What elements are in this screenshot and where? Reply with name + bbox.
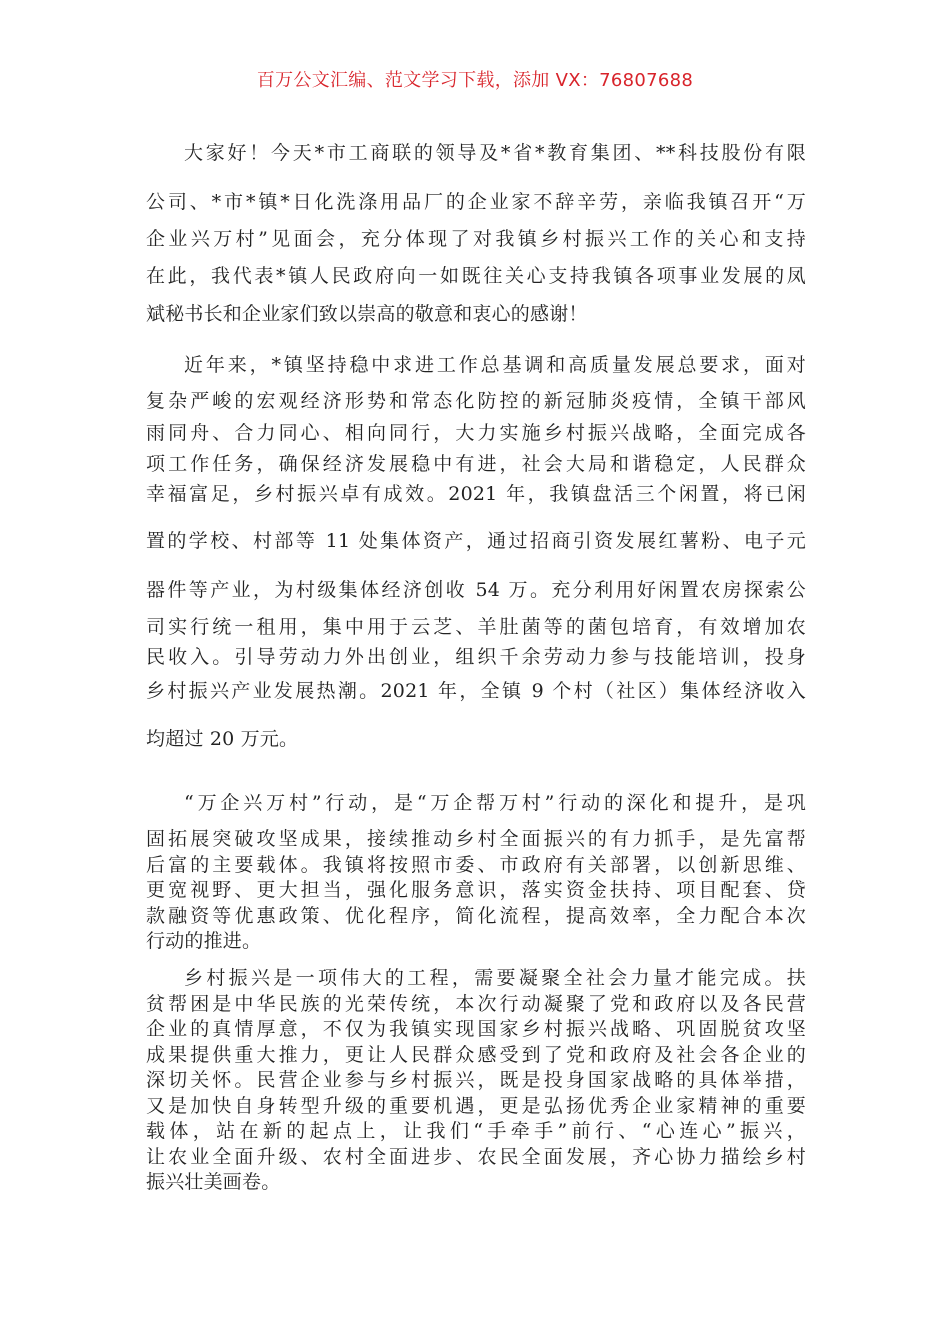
p4-line-8: 让农业全面升级、农村全面进步、农民全面发展，齐心协力描绘乡村 <box>146 1146 806 1168</box>
p2-line-2: 复杂严峻的宏观经济形势和常态化防控的新冠肺炎疫情，全镇干部风 <box>146 390 806 412</box>
p4-line-2: 贫帮困是中华民族的光荣传统，本次行动凝聚了党和政府以及各民营 <box>146 993 806 1015</box>
p2-line-7: 器件等产业，为村级集体经济创收 54 万。充分利用好闲置农房探索公 <box>146 579 806 601</box>
p2-line-11: 均超过 20 万元。 <box>146 728 299 750</box>
p1-line-2: 公司、*市*镇*日化洗涤用品厂的企业家不辞辛劳，亲临我镇召开“万 <box>146 191 806 213</box>
p4-line-7: 载体，站在新的起点上，让我们“手牵手”前行、“心连心”振兴， <box>146 1120 806 1142</box>
p1-line-1: 大家好！今天*市工商联的领导及*省*教育集团、**科技股份有限 <box>184 142 806 164</box>
p3-line-6: 行动的推进。 <box>146 930 262 952</box>
p2-line-5: 幸福富足，乡村振兴卓有成效。2021 年，我镇盘活三个闲置，将已闲 <box>146 483 806 505</box>
p2-line-1: 近年来，*镇坚持稳中求进工作总基调和高质量发展总要求，面对 <box>184 354 806 376</box>
p4-line-9: 振兴壮美画卷。 <box>146 1171 281 1193</box>
watermark-header: 百万公文汇编、范文学习下载，添加 VX：76807688 <box>256 70 694 91</box>
p4-line-1: 乡村振兴是一项伟大的工程，需要凝聚全社会力量才能完成。扶 <box>184 967 806 989</box>
p4-line-6: 又是加快自身转型升级的重要机遇，更是弘扬优秀企业家精神的重要 <box>146 1095 806 1117</box>
p3-line-4: 更宽视野、更大担当，强化服务意识，落实资金扶持、项目配套、贷 <box>146 879 806 901</box>
p2-line-8: 司实行统一租用，集中用于云芝、羊肚菌等的菌包培育，有效增加农 <box>146 616 806 638</box>
p2-line-4: 项工作任务，确保经济发展稳中有进，社会大局和谐稳定，人民群众 <box>146 453 806 475</box>
p3-line-3: 后富的主要载体。我镇将按照市委、市政府有关部署，以创新思维、 <box>146 854 806 876</box>
p1-line-5: 斌秘书长和企业家们致以崇高的敬意和衷心的感谢！ <box>146 303 588 325</box>
p3-line-2: 固拓展突破攻坚成果，接续推动乡村全面振兴的有力抓手，是先富帮 <box>146 828 806 850</box>
p3-line-1: “万企兴万村”行动，是“万企帮万村”行动的深化和提升，是巩 <box>184 792 806 814</box>
p1-line-3: 企业兴万村”见面会，充分体现了对我镇乡村振兴工作的关心和支持 <box>146 228 806 250</box>
p2-line-6: 置的学校、村部等 11 处集体资产，通过招商引资发展红薯粉、电子元 <box>146 530 806 552</box>
p2-line-3: 雨同舟、合力同心、相向同行，大力实施乡村振兴战略，全面完成各 <box>146 422 806 444</box>
p2-line-9: 民收入。引导劳动力外出创业，组织千余劳动力参与技能培训，投身 <box>146 646 806 668</box>
p4-line-3: 企业的真情厚意，不仅为我镇实现国家乡村振兴战略、巩固脱贫攻坚 <box>146 1018 806 1040</box>
p3-line-5: 款融资等优惠政策、优化程序，简化流程，提高效率，全力配合本次 <box>146 905 806 927</box>
p4-line-4: 成果提供重大推力，更让人民群众感受到了党和政府及社会各企业的 <box>146 1044 806 1066</box>
p2-line-10: 乡村振兴产业发展热潮。2021 年，全镇 9 个村（社区）集体经济收入 <box>146 680 806 702</box>
p4-line-5: 深切关怀。民营企业参与乡村振兴，既是投身国家战略的具体举措， <box>146 1069 806 1091</box>
p1-line-4: 在此，我代表*镇人民政府向一如既往关心支持我镇各项事业发展的凤 <box>146 265 806 287</box>
